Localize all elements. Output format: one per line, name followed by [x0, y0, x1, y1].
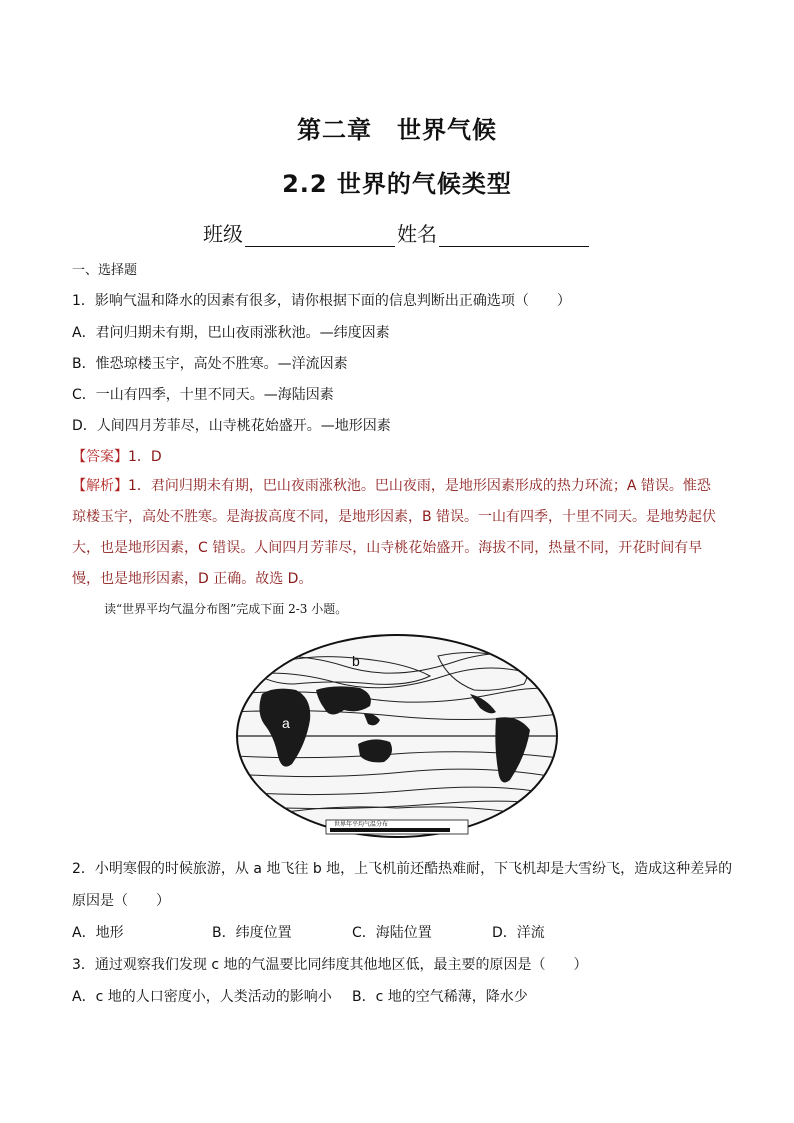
q2-stem-line2: 原因是（ ） [72, 893, 170, 909]
chapter-title: 第二章 世界气候 [297, 116, 497, 144]
analysis-text: 1．君问归期未有期，巴山夜雨涨秋池。巴山夜雨，是地形因素形成的热力环流；A 错误。惟恐琼楼玉宇，高处不胜寒。是海拔高度不同，是地形因素，B 错误。一山有四季，十里不同天。是地势起伏大，也是地形因素，C 错误。人间四月芳菲尽，山寺桃花始盛开。海拔不同，热量不同，开花时间有早慢，也是地形因素，D 正确。故选 D。 [72, 478, 717, 587]
q1-option-a: A．君问归期未有期，巴山夜雨涨秋池。—纬度因素 [72, 325, 390, 341]
q2-option-a: A．地形 [72, 925, 124, 941]
name-label: 姓名 [397, 222, 437, 246]
section-title: 2.2 世界的气候类型 [282, 170, 512, 198]
q1-stem: 1．影响气温和降水的因素有很多，请你根据下面的信息判断出正确选项（ ） [72, 293, 571, 309]
q3-stem: 3．通过观察我们发现 c 地的气温要比同纬度其他地区低，最主要的原因是（ ） [72, 957, 588, 973]
q3-option-b: B．c 地的空气稀薄，降水少 [352, 989, 528, 1005]
world-temperature-map [234, 632, 560, 844]
map-label-b: b [352, 653, 360, 669]
q1-option-b: B．惟恐琼楼玉宇，高处不胜寒。—洋流因素 [72, 356, 348, 372]
analysis-tag: 【解析】 [72, 478, 128, 494]
class-name-line [0, 218, 794, 247]
q3-options [72, 986, 528, 1006]
q1-answer [72, 446, 162, 466]
answer-tag: 【答案】 [72, 449, 128, 465]
q1-option-d: D．人间四月芳菲尽，山寺桃花始盛开。—地形因素 [72, 418, 391, 434]
q1-option-c: C．一山有四季，十里不同天。—海陆因素 [72, 387, 334, 403]
name-blank[interactable] [439, 226, 589, 247]
section-heading: 一、选择题 [72, 263, 138, 278]
map-caption: 读“世界平均气温分布图”完成下面 2-3 小题。 [104, 602, 348, 616]
class-label: 班级 [203, 222, 243, 246]
q2-option-b: B．纬度位置 [212, 925, 292, 941]
map-label-a: a [282, 715, 290, 731]
q2-options [72, 922, 545, 942]
q2-stem-line1: 2．小明寒假的时候旅游，从 a 地飞往 b 地，上飞机前还酷热难耐，下飞机却是大雪纷飞，造成这种差异的 [72, 861, 733, 877]
q2-option-d: D．洋流 [492, 925, 545, 941]
answer-text: 1．D [128, 449, 162, 465]
map-legend-scale [330, 828, 450, 832]
map-legend-title: 世界年平均气温分布 [334, 821, 389, 828]
q3-option-a: A．c 地的人口密度小，人类活动的影响小 [72, 989, 332, 1005]
q1-analysis [72, 471, 722, 595]
class-blank[interactable] [245, 226, 395, 247]
q2-option-c: C．海陆位置 [352, 925, 432, 941]
